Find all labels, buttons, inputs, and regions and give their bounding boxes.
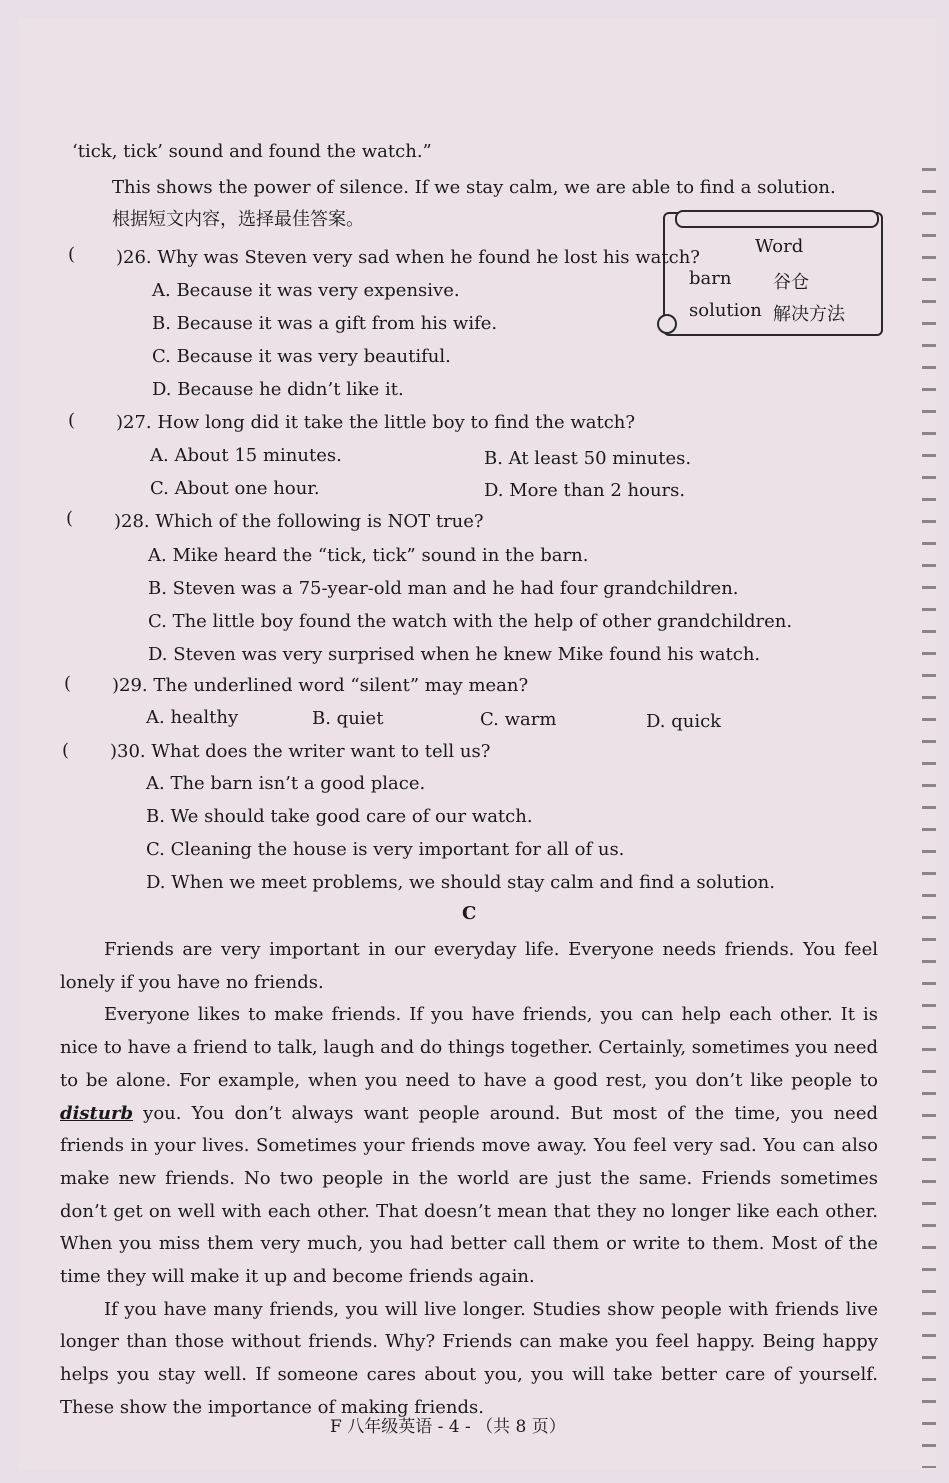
paragraph-1: Friends are very important in our everyday life. Everyone needs friends. You feel lonely if you have no friends. — [60, 939, 878, 993]
paragraph-2 — [60, 999, 878, 1293]
answer-bracket[interactable]: ( — [66, 508, 74, 529]
q27-option-b: B. At least 50 minutes. — [484, 448, 692, 469]
paragraph-2-part-2: you. You don’t always want people around. But most of the time, you need friends in your lives. Sometimes your friends move away. You feel very sad. You can also make new friends. No two people in the world are just the same. Friends sometimes don’t get on well with each other. That doesn’t mean that they no longer like each other. When you miss them very much, you had better call them or write to them. Most of the time they will make it up and become friends again. — [60, 1102, 878, 1288]
question-27: )27. How long did it take the little boy to find the watch? — [116, 412, 636, 433]
intro-line-1: ‘tick, tick’ sound and found the watch.” — [72, 141, 432, 162]
q30-option-b: B. We should take good care of our watch. — [146, 806, 533, 827]
answer-bracket[interactable]: ( — [64, 673, 72, 694]
scroll-curl-top — [675, 210, 879, 228]
q28-option-d: D. Steven was very surprised when he knew Mike found his watch. — [148, 644, 761, 665]
question-30: )30. What does the writer want to tell us? — [110, 741, 491, 762]
word-box — [663, 212, 883, 336]
q26-option-b: B. Because it was a gift from his wife. — [152, 313, 498, 334]
word-en: barn — [689, 268, 732, 289]
q30-option-d: D. When we meet problems, we should stay calm and find a solution. — [146, 872, 775, 893]
q29-option-d: D. quick — [646, 711, 722, 732]
word-row-solution — [689, 300, 845, 325]
q29-option-a: A. healthy — [146, 707, 239, 728]
q26-option-c: C. Because it was very beautiful. — [152, 346, 451, 367]
q27-option-d: D. More than 2 hours. — [484, 480, 686, 501]
page-footer: F 八年级英语 - 4 - （共 8 页） — [330, 1417, 566, 1437]
scroll-curl-bottom — [657, 314, 677, 334]
passage-c — [60, 934, 878, 1425]
word-box-title: Word — [755, 236, 804, 257]
intro-line-2: This shows the power of silence. If we stay calm, we are able to find a solution. — [112, 177, 836, 198]
answer-bracket[interactable]: ( — [68, 244, 76, 265]
answer-bracket[interactable]: ( — [62, 740, 70, 761]
binding-edge — [922, 168, 936, 1468]
instruction: 根据短文内容，选择最佳答案。 — [112, 209, 364, 230]
question-29: )29. The underlined word “silent” may mean? — [112, 675, 529, 696]
q29-option-b: B. quiet — [312, 708, 384, 729]
question-26: )26. Why was Steven very sad when he found he lost his watch? — [116, 247, 700, 268]
paragraph-3: If you have many friends, you will live longer. Studies show people with friends live longer than those without friends. Why? Friends can make you feel happy. Being happy helps you stay well. If someone cares about you, you will take better care of yourself. These show the importance of making friends. — [60, 1298, 878, 1418]
q26-option-d: D. Because he didn’t like it. — [152, 379, 404, 400]
answer-bracket[interactable]: ( — [68, 410, 76, 431]
word-cn: 解决方法 — [773, 304, 845, 325]
q26-option-a: A. Because it was very expensive. — [152, 280, 460, 301]
question-28: )28. Which of the following is NOT true? — [114, 511, 484, 532]
q28-option-c: C. The little boy found the watch with the help of other grandchildren. — [148, 611, 793, 632]
q28-option-a: A. Mike heard the “tick, tick” sound in the barn. — [148, 545, 589, 566]
underlined-word: disturb — [60, 1102, 134, 1124]
q27-option-a: A. About 15 minutes. — [150, 445, 342, 466]
q29-option-c: C. warm — [480, 709, 557, 730]
word-cn: 谷仓 — [773, 272, 809, 293]
section-c-heading: C — [462, 903, 477, 924]
q30-option-c: C. Cleaning the house is very important for all of us. — [146, 839, 625, 860]
word-row-barn — [689, 268, 809, 293]
q28-option-b: B. Steven was a 75-year-old man and he had four grandchildren. — [148, 578, 739, 599]
q27-option-c: C. About one hour. — [150, 478, 320, 499]
paragraph-2-part-1: Everyone likes to make friends. If you have friends, you can help each other. It is nice to have a friend to talk, laugh and do things together. Certainly, sometimes you need to be alone. For example, when you need to have a good rest, you don’t like people to — [60, 1004, 878, 1091]
word-en: solution — [689, 300, 762, 321]
q30-option-a: A. The barn isn’t a good place. — [146, 773, 426, 794]
